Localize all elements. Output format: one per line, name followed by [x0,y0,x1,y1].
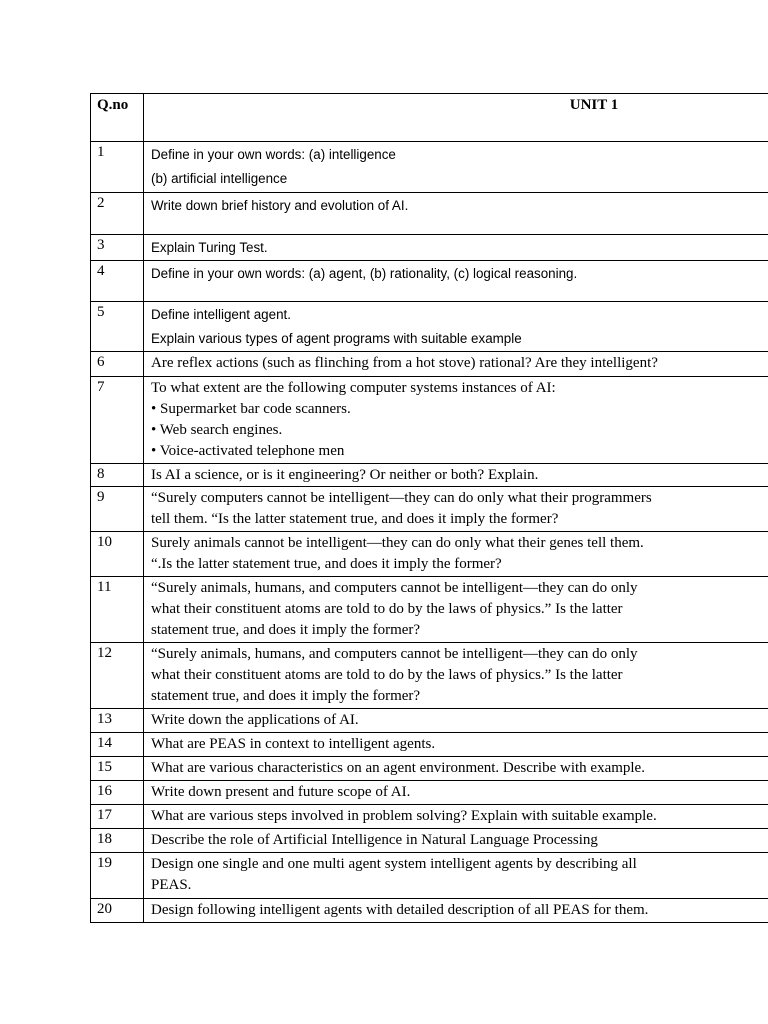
question-number: 16 [91,781,144,805]
question-number: 19 [91,853,144,899]
question-row [91,577,768,643]
question-line: Design one single and one multi agent system intelligent agents by describing all [151,856,637,872]
question-text [144,302,768,352]
question-row [91,781,768,805]
question-text [144,829,768,853]
question-number: 4 [91,261,144,302]
question-text [144,532,768,577]
question-line: Write down the applications of AI. [151,712,359,728]
question-line: • Voice-activated telephone men [151,443,345,459]
question-line: “Surely animals, humans, and computers cannot be intelligent—they can do only [151,646,638,662]
question-number: 9 [91,487,144,532]
question-line: To what extent are the following computer systems instances of AI: [151,380,556,396]
question-number: 6 [91,352,144,377]
question-line: Describe the role of Artificial Intelligence in Natural Language Processing [151,832,598,848]
question-line: Explain Turing Test. [151,240,268,255]
question-row [91,532,768,577]
question-line: What are various steps involved in problem solving? Explain with suitable example. [151,808,657,824]
question-text [144,261,768,302]
question-line: statement true, and does it imply the former? [151,622,421,638]
question-text [144,487,768,532]
question-line: Write down present and future scope of AI. [151,784,411,800]
question-row [91,487,768,532]
question-line: What are PEAS in context to intelligent agents. [151,736,436,752]
question-row [91,142,768,193]
question-text [144,709,768,733]
question-number: 20 [91,899,144,923]
question-text [144,805,768,829]
question-row [91,377,768,464]
question-row [91,302,768,352]
question-line: Design following intelligent agents with detailed description of all PEAS for them. [151,902,649,918]
question-line: statement true, and does it imply the former? [151,688,421,704]
question-number: 3 [91,235,144,261]
question-row [91,235,768,261]
question-text [144,464,768,487]
unit-title: UNIT 1 [569,97,619,113]
question-line: Is AI a science, or is it engineering? Or neither or both? Explain. [151,467,539,483]
question-text [144,643,768,709]
question-number: 2 [91,193,144,235]
question-line: Explain various types of agent programs with suitable example [151,331,522,346]
question-sheet [90,93,768,923]
question-row [91,899,768,923]
question-line: PEAS. [151,877,192,893]
question-text [144,377,768,464]
question-line: (b) artificial intelligence [151,171,288,186]
question-line: Define in your own words: (a) agent, (b) rationality, (c) logical reasoning. [151,266,578,281]
question-number-header: Q.no [91,94,144,142]
question-row [91,261,768,302]
header-row [91,94,768,142]
question-line: Are reflex actions (such as flinching from a hot stove) rational? Are they intelligent? [151,355,658,371]
question-row [91,193,768,235]
question-number: 5 [91,302,144,352]
question-line: Write down brief history and evolution of AI. [151,198,409,213]
question-number: 10 [91,532,144,577]
question-line: Surely animals cannot be intelligent—they can do only what their genes tell them. [151,535,644,551]
question-line: • Web search engines. [151,422,283,438]
question-line: • Supermarket bar code scanners. [151,401,351,417]
question-row [91,643,768,709]
question-number: 18 [91,829,144,853]
question-row [91,853,768,899]
question-line: what their constituent atoms are told to do by the laws of physics.” Is the latter [151,667,623,683]
question-text [144,853,768,899]
question-number: 17 [91,805,144,829]
question-line: tell them. “Is the latter statement true, and does it imply the former? [151,511,559,527]
question-row [91,757,768,781]
question-line: “Surely animals, humans, and computers cannot be intelligent—they can do only [151,580,638,596]
question-row [91,805,768,829]
question-line: Define intelligent agent. [151,307,291,322]
question-row [91,464,768,487]
question-row [91,709,768,733]
question-number: 1 [91,142,144,193]
question-text [144,781,768,805]
question-text [144,577,768,643]
question-number: 8 [91,464,144,487]
question-text [144,193,768,235]
question-number: 14 [91,733,144,757]
question-text [144,142,768,193]
question-line: what their constituent atoms are told to do by the laws of physics.” Is the latter [151,601,623,617]
question-text [144,757,768,781]
question-row [91,829,768,853]
question-text [144,352,768,377]
question-row [91,352,768,377]
question-line: “Surely computers cannot be intelligent—they can do only what their programmers [151,490,652,506]
question-row [91,733,768,757]
question-text [144,733,768,757]
unit-1-question-table [90,93,768,923]
question-line: “.Is the latter statement true, and does it imply the former? [151,556,502,572]
question-line: What are various characteristics on an agent environment. Describe with example. [151,760,645,776]
question-number: 13 [91,709,144,733]
question-line: Define in your own words: (a) intelligence [151,147,396,162]
unit-title-header [144,94,768,142]
question-number: 11 [91,577,144,643]
question-text [144,235,768,261]
question-number: 12 [91,643,144,709]
question-number: 7 [91,377,144,464]
question-number: 15 [91,757,144,781]
question-text [144,899,768,923]
